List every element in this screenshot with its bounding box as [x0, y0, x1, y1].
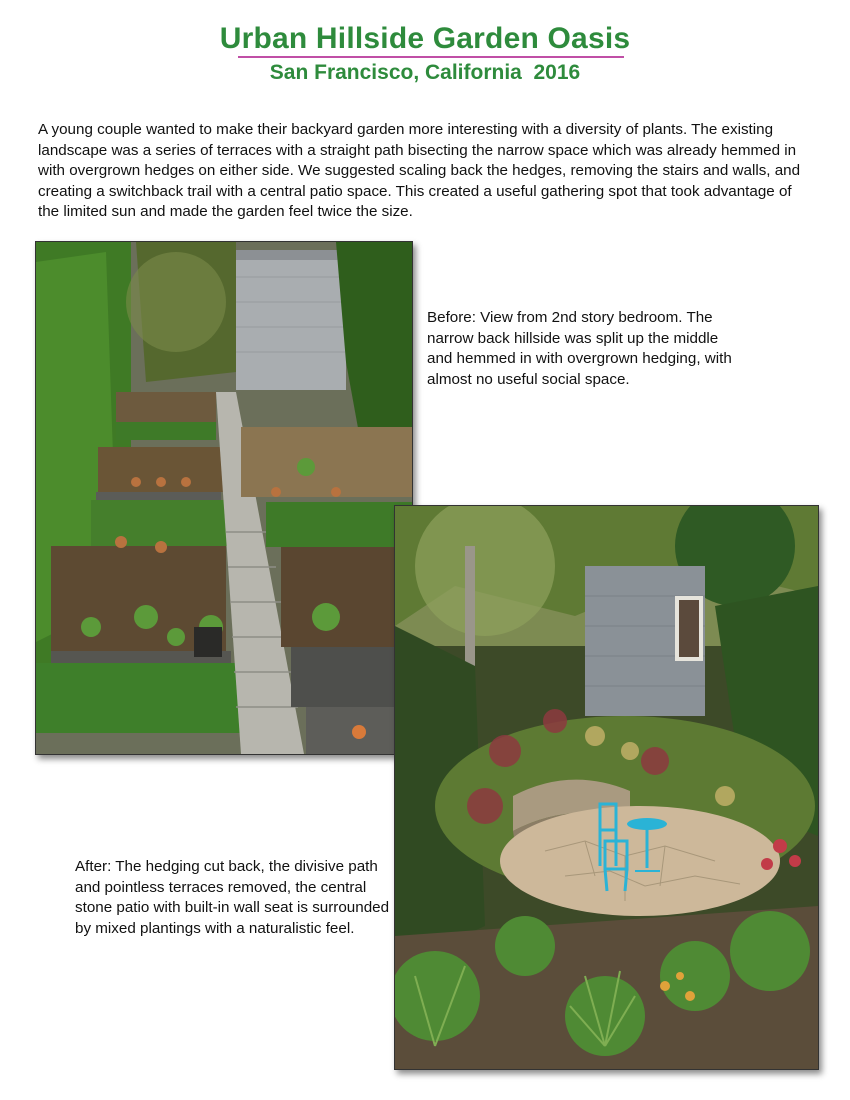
after-caption: After: The hedging cut back, the divisive path and pointless terraces removed, the central stone patio with built-in wall seat is surrounded by mixed plantings with a naturalistic feel.	[75, 858, 390, 937]
page-subtitle: San Francisco, California 2016	[269, 61, 581, 84]
page-title: Urban Hillside Garden Oasis	[219, 22, 631, 55]
after-garden-illustration	[395, 506, 818, 1069]
title-underline	[238, 56, 624, 58]
before-garden-illustration	[36, 242, 412, 754]
before-photo	[35, 241, 413, 755]
after-photo	[394, 505, 819, 1070]
intro-paragraph: A young couple wanted to make their backyard garden more interesting with a diversity of plants. The existing landscape was a series of terraces with a straight path bisecting the narrow space which was already hemmed in with overgrown hedges on either side. We suggested scaling back the hedges, removing the stairs and walls, and creating a switchback trail with a central patio space. This created a useful gathering spot that took advantage of the limited sun and made the garden feel twice the size.	[38, 121, 801, 220]
before-caption: Before: View from 2nd story bedroom. The narrow back hillside was split up the middle and hemmed in with overgrown hedging, with almost no useful social space.	[427, 309, 732, 388]
